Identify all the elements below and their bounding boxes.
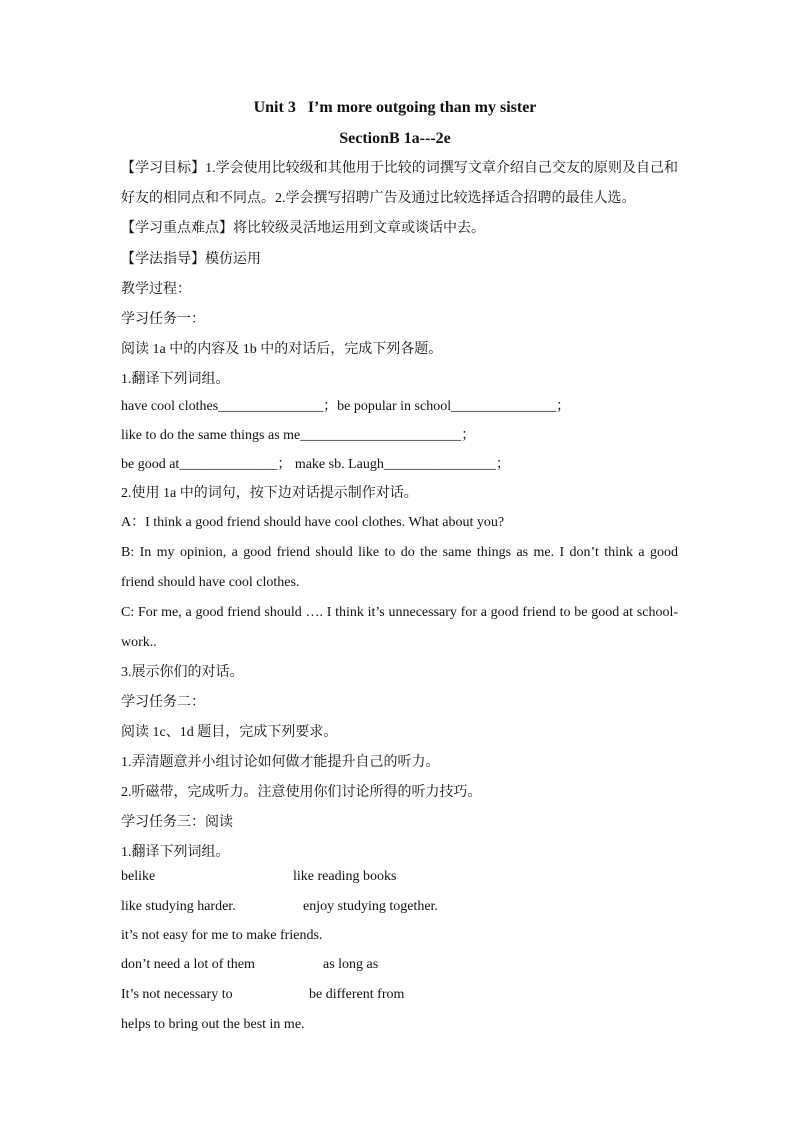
phrase-left: it’s not easy for me to make friends. <box>121 928 323 943</box>
phrase-right: as long as <box>323 957 379 972</box>
dialogue-b-line-1: B: In my opinion, a good friend should like to do the same things as me. I don’t think a good <box>121 545 678 560</box>
dialogue-b-line-2: friend should have cool clothes. <box>121 575 300 590</box>
task-2-instruction: 阅读 1c、1d 题目，完成下列要求。 <box>121 725 338 740</box>
translate-heading: 1.翻译下列词组。 <box>121 372 230 387</box>
dialogue-c-line-2: work.. <box>121 635 157 650</box>
key-points: 【学习重点难点】将比较级灵活地运用到文章或谈话中去。 <box>121 221 485 236</box>
dialogue-a: A：I think a good friend should have cool clothes. What about you? <box>121 515 505 530</box>
phrase-left: belike <box>121 869 156 884</box>
learning-goals-line-1: 【学习目标】1.学会使用比较级和其他用于比较的词撰写文章介绍自己交友的原则及自己和 <box>121 161 678 176</box>
task-1-instruction: 阅读 1a 中的内容及 1b 中的对话后，完成下列各题。 <box>121 342 443 357</box>
study-guide: 【学法指导】模仿运用 <box>121 252 261 267</box>
phrase-right: enjoy studying together. <box>303 899 438 914</box>
fill-blank-line-2: like to do the same things as me_______________________； <box>121 428 476 443</box>
task-3-translate-heading: 1.翻译下列词组。 <box>121 845 230 860</box>
show-dialogue: 3.展示你们的对话。 <box>121 665 244 680</box>
document-title: Unit 3 I’m more outgoing than my sister <box>253 99 537 116</box>
task-1-heading: 学习任务一： <box>121 312 205 327</box>
phrase-right: like reading books <box>293 869 397 884</box>
fill-blank-line-3: be good at______________； make sb. Laugh________________； <box>121 457 510 472</box>
task-2-heading: 学习任务二： <box>121 695 205 710</box>
phrase-left: It’s not necessary to <box>121 987 233 1002</box>
dialogue-c-line-1: C: For me, a good friend should …. I think it’s unnecessary for a good friend to be good at school- <box>121 605 678 620</box>
document-subtitle: SectionB 1a---2e <box>339 130 451 147</box>
task-2-step-2: 2.听磁带，完成听力。注意使用你们讨论所得的听力技巧。 <box>121 785 482 800</box>
phrase-right: be different from <box>309 987 405 1002</box>
task-2-step-1: 1.弄清题意并小组讨论如何做才能提升自己的听力。 <box>121 755 440 770</box>
phrase-left: don’t need a lot of them <box>121 957 255 972</box>
dialogue-instruction: 2.使用 1a 中的词句，按下边对话提示制作对话。 <box>121 486 418 501</box>
fill-blank-line-1: have cool clothes_______________；be popular in school_______________； <box>121 399 571 414</box>
learning-goals-line-2: 好友的相同点和不同点。2.学会撰写招聘广告及通过比较选择适合招聘的最佳人选。 <box>121 191 636 206</box>
phrase-left: like studying harder. <box>121 899 236 914</box>
phrase-left: helps to bring out the best in me. <box>121 1017 305 1032</box>
task-3-heading: 学习任务三：阅读 <box>121 815 233 830</box>
teaching-process-heading: 教学过程： <box>121 282 191 297</box>
